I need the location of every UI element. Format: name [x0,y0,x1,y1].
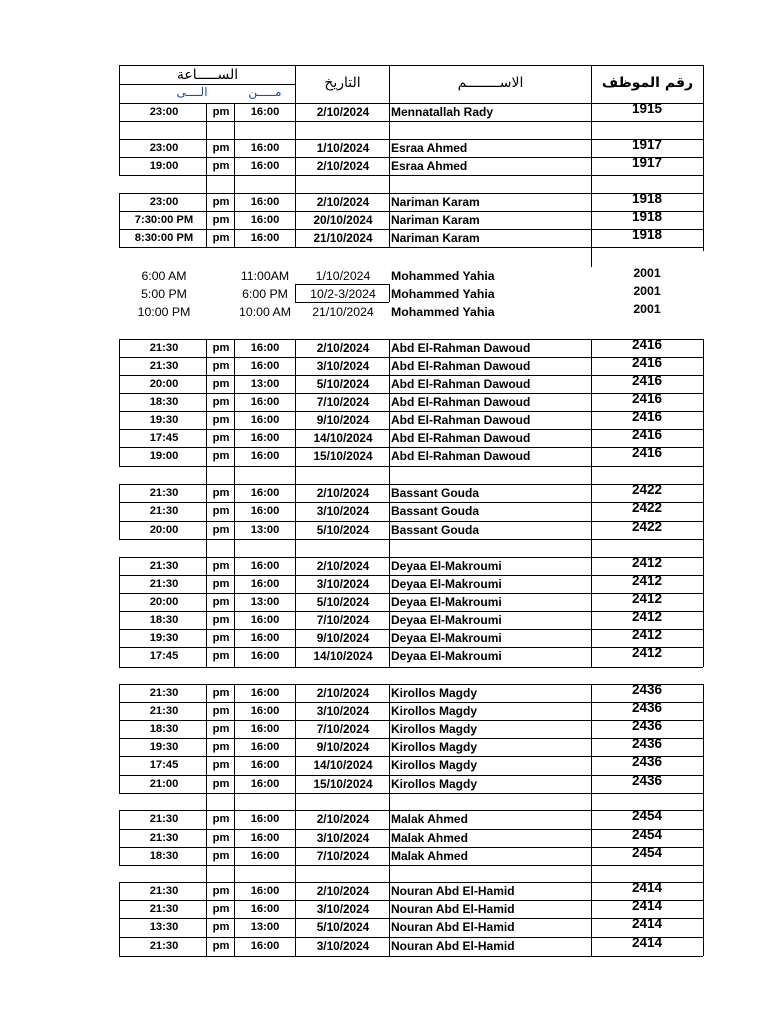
employee-id-cell: 2412 [631,573,663,588]
ampm-cell: pm [212,921,230,933]
time-from-cell: 16:00 [250,850,280,862]
employee-id-cell: 2416 [631,409,663,424]
time-from-cell: 16:00 [250,106,280,118]
time-from-cell: 16:00 [250,414,280,426]
ampm-cell: pm [212,450,230,462]
date-cell: 14/10/2024 [313,649,373,663]
date-cell: 3/10/2024 [316,831,370,845]
time-from-cell: 16:00 [250,650,280,662]
ampm-cell [208,303,234,321]
date-cell: 2/10/2024 [316,195,370,209]
employee-id-cell: 2412 [631,627,663,642]
name-cell: Nouran Abd El-Hamid [391,920,515,934]
employee-id-cell: 2001 [633,284,661,298]
time-to-cell: 7:30:00 PM [134,214,194,226]
ampm-cell: pm [212,650,230,662]
employee-id-cell: 2416 [631,427,663,442]
date-cell: 9/10/2024 [316,740,370,754]
table-row [0,103,768,121]
time-from-cell: 16:00 [250,903,280,915]
employee-id-cell: 2436 [631,700,663,715]
time-from-cell: 16:00 [250,560,280,572]
employee-id-cell: 2422 [631,519,663,534]
time-to-cell: 21:30 [149,342,179,354]
header-name-label: الاســــــــم [457,75,524,91]
header-time-label: الســـــاعة [176,67,239,83]
name-cell: Kirollos Magdy [391,686,478,700]
name-cell: Nariman Karam [391,195,480,209]
ampm-cell: pm [212,214,230,226]
employee-id-cell: 1917 [631,137,663,152]
time-from-cell: 16:00 [250,832,280,844]
table-row [0,447,768,465]
time-to-cell: 21:30 [149,487,179,499]
time-from-cell: 16:00 [250,160,280,172]
name-cell: Esraa Ahmed [391,141,468,155]
time-to-cell: 21:30 [149,813,179,825]
time-from-cell: 16:00 [250,142,280,154]
ampm-cell [208,285,234,303]
time-from-cell: 16:00 [250,687,280,699]
date-cell: 7/10/2024 [316,722,370,736]
date-cell: 9/10/2024 [316,631,370,645]
time-to-cell: 21:30 [149,560,179,572]
name-cell: Abd El-Rahman Dawoud [391,341,531,355]
time-from-cell: 16:00 [250,232,280,244]
time-from-cell: 16:00 [250,505,280,517]
employee-id-cell: 2422 [631,500,663,515]
time-to-cell: 18:30 [149,396,179,408]
time-to-cell: 19:30 [149,414,179,426]
ampm-cell: pm [212,596,230,608]
ampm-cell [208,267,234,285]
time-from-cell: 10:00 AM [239,305,291,319]
time-from-cell: 16:00 [250,632,280,644]
date-cell: 2/10/2024 [316,341,370,355]
name-cell: Abd El-Rahman Dawoud [391,431,531,445]
date-cell: 2/10/2024 [316,812,370,826]
time-to-cell: 21:30 [149,940,179,952]
time-from-cell: 13:00 [250,524,280,536]
name-cell: Mohammed Yahia [391,269,495,283]
date-cell: 2/10/2024 [316,559,370,573]
employee-id-cell: 2001 [633,266,661,280]
date-cell: 3/10/2024 [316,504,370,518]
ampm-cell: pm [212,106,230,118]
ampm-cell: pm [212,723,230,735]
date-cell: 2/10/2024 [316,486,370,500]
ampm-cell: pm [212,614,230,626]
time-from-cell: 16:00 [250,196,280,208]
name-cell: Mohammed Yahia [391,287,495,301]
name-cell: Mohammed Yahia [391,305,495,319]
time-to-cell: 19:00 [149,160,179,172]
name-cell: Esraa Ahmed [391,159,468,173]
time-from-cell: 16:00 [250,487,280,499]
time-to-cell: 19:00 [149,450,179,462]
time-from-cell: 16:00 [250,705,280,717]
name-cell: Abd El-Rahman Dawoud [391,413,531,427]
date-cell: 3/10/2024 [316,704,370,718]
ampm-cell: pm [212,142,230,154]
employee-id-cell: 2454 [631,827,663,842]
ampm-cell: pm [212,903,230,915]
time-from-cell: 16:00 [250,614,280,626]
ampm-cell: pm [212,940,230,952]
date-cell: 1/10/2024 [315,269,371,283]
name-cell: Abd El-Rahman Dawoud [391,359,531,373]
time-to-cell: 21:30 [149,832,179,844]
name-cell: Bassant Gouda [391,504,480,518]
name-cell: Abd El-Rahman Dawoud [391,377,531,391]
name-cell: Kirollos Magdy [391,722,478,736]
time-from-cell: 16:00 [250,813,280,825]
date-cell: 20/10/2024 [313,213,373,227]
time-to-cell: 21:30 [149,687,179,699]
employee-id-cell: 1918 [631,209,663,224]
ampm-cell: pm [212,885,230,897]
name-cell: Deyaa El-Makroumi [391,649,502,663]
time-from-cell: 16:00 [250,450,280,462]
table-row [0,775,768,793]
employee-id-cell: 1918 [631,191,663,206]
time-to-cell: 17:45 [149,759,179,771]
table-row [0,303,768,321]
header-date-label: التاريخ [324,75,361,91]
date-cell: 14/10/2024 [313,431,373,445]
name-cell: Mennatallah Rady [391,105,494,119]
employee-id-cell: 1915 [631,101,663,116]
time-to-cell: 19:30 [149,632,179,644]
time-from-cell: 16:00 [250,741,280,753]
date-cell: 7/10/2024 [316,395,370,409]
time-from-cell: 16:00 [250,214,280,226]
ampm-cell: pm [212,632,230,644]
employee-id-cell: 2412 [631,609,663,624]
employee-id-cell: 1917 [631,155,663,170]
ampm-cell: pm [212,741,230,753]
name-cell: Nariman Karam [391,213,480,227]
date-cell: 15/10/2024 [313,777,373,791]
time-from-cell: 16:00 [250,396,280,408]
name-cell: Bassant Gouda [391,523,480,537]
ampm-cell: pm [212,850,230,862]
ampm-cell: pm [212,342,230,354]
ampm-cell: pm [212,487,230,499]
time-from-cell: 16:00 [250,723,280,735]
ampm-cell: pm [212,360,230,372]
table-row [0,229,768,247]
date-cell: 3/10/2024 [316,939,370,953]
date-cell: 2/10/2024 [316,686,370,700]
ampm-cell: pm [212,414,230,426]
time-from-cell: 16:00 [250,940,280,952]
time-from-cell: 16:00 [250,885,280,897]
employee-id-cell: 2436 [631,773,663,788]
time-from-cell: 13:00 [250,921,280,933]
date-cell: 14/10/2024 [313,758,373,772]
time-to-cell: 10:00 PM [137,305,191,319]
time-to-cell: 17:45 [149,432,179,444]
name-cell: Nouran Abd El-Hamid [391,939,515,953]
time-to-cell: 17:45 [149,650,179,662]
time-to-cell: 23:00 [149,106,179,118]
name-cell: Abd El-Rahman Dawoud [391,395,531,409]
date-cell: 7/10/2024 [316,613,370,627]
time-to-cell: 6:00 AM [141,269,187,283]
date-cell: 3/10/2024 [316,902,370,916]
time-to-cell: 20:00 [149,378,179,390]
employee-id-cell: 2412 [631,591,663,606]
table-row [0,521,768,539]
date-cell: 7/10/2024 [316,849,370,863]
time-to-cell: 21:30 [149,505,179,517]
time-from-cell: 6:00 PM [242,287,288,301]
ampm-cell: pm [212,505,230,517]
employee-id-cell: 2454 [631,808,663,823]
ampm-cell: pm [212,432,230,444]
time-to-cell: 21:30 [149,903,179,915]
time-from-cell: 11:00AM [240,269,290,283]
time-to-cell: 20:00 [149,596,179,608]
time-to-cell: 20:00 [149,524,179,536]
employee-id-cell: 2414 [631,880,663,895]
time-to-cell: 13:30 [149,921,179,933]
time-from-cell: 16:00 [250,360,280,372]
employee-id-cell: 2414 [631,916,663,931]
header-from-label: مـــــن [248,85,282,99]
date-cell: 2/10/2024 [316,105,370,119]
time-to-cell: 23:00 [149,142,179,154]
ampm-cell: pm [212,160,230,172]
date-cell: 2/10/2024 [316,884,370,898]
ampm-cell: pm [212,396,230,408]
name-cell: Malak Ahmed [391,812,468,826]
table-row [0,937,768,955]
table-row [0,847,768,865]
date-cell: 10/2-3/2024 [310,287,376,301]
date-cell: 21/10/2024 [313,231,373,245]
time-from-cell: 16:00 [250,578,280,590]
employee-id-cell: 2436 [631,736,663,751]
name-cell: Malak Ahmed [391,849,468,863]
ampm-cell: pm [212,813,230,825]
time-from-cell: 16:00 [250,342,280,354]
name-cell: Bassant Gouda [391,486,480,500]
name-cell: Nouran Abd El-Hamid [391,902,515,916]
name-cell: Deyaa El-Makroumi [391,559,502,573]
name-cell: Deyaa El-Makroumi [391,595,502,609]
time-from-cell: 13:00 [250,378,280,390]
employee-id-cell: 2436 [631,754,663,769]
ampm-cell: pm [212,687,230,699]
date-cell: 15/10/2024 [313,449,373,463]
employee-id-cell: 2412 [631,645,663,660]
name-cell: Kirollos Magdy [391,704,478,718]
ampm-cell: pm [212,560,230,572]
ampm-cell: pm [212,778,230,790]
time-to-cell: 18:30 [149,850,179,862]
date-cell: 3/10/2024 [316,359,370,373]
time-from-cell: 16:00 [250,759,280,771]
date-cell: 9/10/2024 [316,413,370,427]
table-row [0,647,768,665]
name-cell: Deyaa El-Makroumi [391,613,502,627]
name-cell: Kirollos Magdy [391,740,478,754]
employee-id-cell: 2436 [631,718,663,733]
header-id-label: رقم الموظف [601,75,694,91]
time-to-cell: 21:00 [149,778,179,790]
time-to-cell: 23:00 [149,196,179,208]
ampm-cell: pm [212,759,230,771]
employee-id-cell: 2001 [633,302,661,316]
time-to-cell: 21:30 [149,360,179,372]
header-to-label: الــــى [176,85,208,99]
ampm-cell: pm [212,705,230,717]
ampm-cell: pm [212,578,230,590]
employee-id-cell: 2454 [631,845,663,860]
name-cell: Malak Ahmed [391,831,468,845]
employee-id-cell: 2416 [631,445,663,460]
time-to-cell: 21:30 [149,578,179,590]
date-cell: 21/10/2024 [312,305,374,319]
employee-id-cell: 2436 [631,682,663,697]
date-cell: 2/10/2024 [316,159,370,173]
employee-id-cell: 2422 [631,482,663,497]
time-to-cell: 18:30 [149,723,179,735]
employee-id-cell: 2412 [631,555,663,570]
date-cell: 5/10/2024 [316,523,370,537]
employee-id-cell: 2414 [631,935,663,950]
employee-id-cell: 2416 [631,391,663,406]
name-cell: Deyaa El-Makroumi [391,577,502,591]
name-cell: Nouran Abd El-Hamid [391,884,515,898]
employee-id-cell: 2416 [631,355,663,370]
employee-id-cell: 2416 [631,373,663,388]
time-to-cell: 21:30 [149,885,179,897]
table-row [0,157,768,175]
name-cell: Kirollos Magdy [391,758,478,772]
ampm-cell: pm [212,524,230,536]
time-to-cell: 21:30 [149,705,179,717]
ampm-cell: pm [212,232,230,244]
date-cell: 1/10/2024 [316,141,370,155]
name-cell: Kirollos Magdy [391,777,478,791]
date-cell: 3/10/2024 [316,577,370,591]
ampm-cell: pm [212,196,230,208]
time-to-cell: 5:00 PM [141,287,187,301]
employee-id-cell: 2414 [631,898,663,913]
date-cell: 5/10/2024 [316,920,370,934]
time-to-cell: 8:30:00 PM [134,232,194,244]
employee-id-cell: 2416 [631,337,663,352]
time-from-cell: 16:00 [250,778,280,790]
name-cell: Abd El-Rahman Dawoud [391,449,531,463]
date-cell: 5/10/2024 [316,377,370,391]
time-from-cell: 16:00 [250,432,280,444]
time-from-cell: 13:00 [250,596,280,608]
ampm-cell: pm [212,832,230,844]
time-to-cell: 19:30 [149,741,179,753]
time-to-cell: 18:30 [149,614,179,626]
name-cell: Nariman Karam [391,231,480,245]
employee-id-cell: 1918 [631,227,663,242]
name-cell: Deyaa El-Makroumi [391,631,502,645]
ampm-cell: pm [212,378,230,390]
date-cell: 5/10/2024 [316,595,370,609]
